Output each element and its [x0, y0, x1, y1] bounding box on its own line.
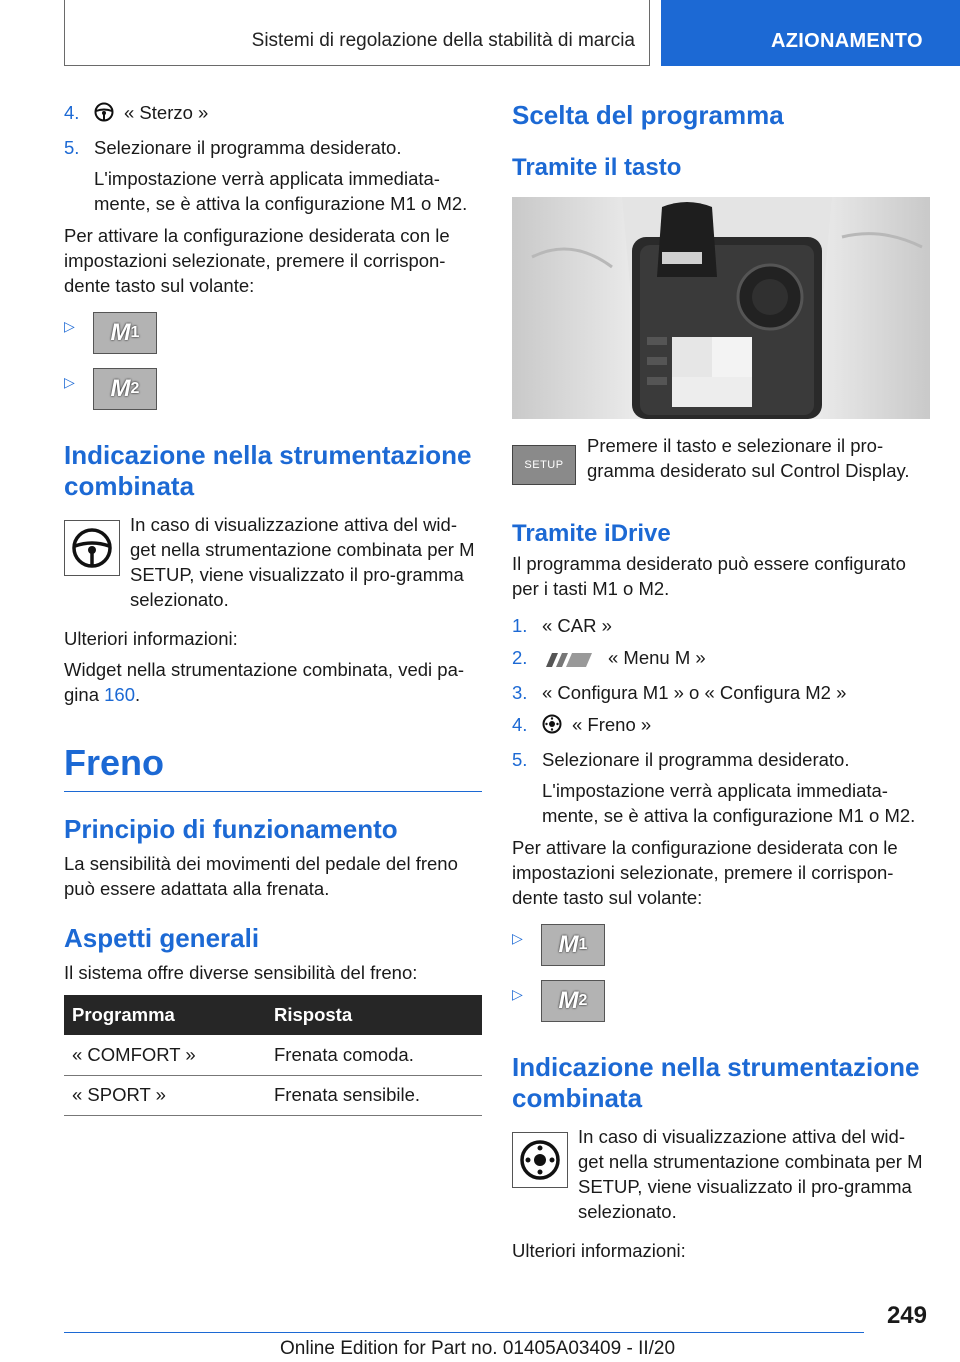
steering-wheel-icon	[94, 102, 114, 128]
list-text: Selezionare il programma desiderato.	[94, 137, 402, 158]
brake-table	[64, 995, 482, 1116]
list-text: « CAR »	[542, 615, 612, 636]
table-header-row	[64, 995, 482, 1035]
list-number: 5.	[512, 749, 528, 770]
indicazione-block	[64, 512, 482, 612]
steering-wheel-icon	[64, 520, 120, 576]
m1-item	[512, 924, 930, 974]
list-item	[64, 100, 482, 128]
m1-button-icon: M 1	[541, 924, 605, 966]
arrow-icon: ▷	[64, 318, 75, 334]
brake-disc-icon	[512, 1132, 568, 1188]
m2-button-icon: M 2	[93, 368, 157, 410]
m1-button-icon: M 1	[93, 312, 157, 354]
m2-button-icon: M 2	[541, 980, 605, 1022]
m2-item	[512, 980, 930, 1030]
widget-text: Widget nella strumentazione combinata, vedi pa-gina 160.	[64, 659, 465, 705]
table-cell: Frenata sensibile.	[266, 1075, 482, 1115]
principio-text: La sensibilità dei movimenti del pedale del freno può essere adattata alla frenata.	[64, 853, 458, 899]
list-text: « Menu M »	[608, 647, 706, 668]
footer-edition: Online Edition for Part no. 01405A03409 - II/20	[280, 1338, 676, 1359]
brake-disc-icon	[542, 714, 562, 740]
header-tab[interactable]	[661, 0, 960, 66]
list-number: 2.	[512, 647, 528, 668]
list-text: « Configura M1 » o « Configura M2 »	[542, 682, 847, 703]
m2-item	[64, 368, 482, 418]
info-label: Ulteriori informazioni:	[64, 628, 238, 649]
heading-idrive: Tramite iDrive	[512, 520, 671, 547]
page-number: 249	[886, 1302, 927, 1329]
table-cell: « COMFORT »	[64, 1035, 266, 1075]
list-item	[512, 645, 930, 673]
list-number: 5.	[64, 137, 80, 158]
heading-freno: Freno	[64, 742, 165, 783]
divider	[64, 791, 482, 792]
list-item	[512, 712, 930, 740]
list-item	[64, 135, 482, 216]
list-subtext: L'impostazione verrà applicata immediata-mente, se è attiva la configurazione M1 o M2.	[94, 168, 468, 214]
heading-indicazione: Indicazione nella strumentazione combinata	[512, 1052, 920, 1113]
list-item	[512, 613, 930, 638]
footer-divider	[64, 1332, 864, 1333]
indicazione-text: In caso di visualizzazione attiva del wid-get nella strumentazione combinata per M SETUP, viene visualizzato il pro-gramma selezionato.	[130, 514, 475, 610]
header-box	[64, 0, 650, 66]
indicazione-text: In caso di visualizzazione attiva del wid-get nella strumentazione combinata per M SETUP, viene visualizzato il pro-gramma selezionato.	[578, 1126, 923, 1222]
aspetti-text: Il sistema offre diverse sensibilità del freno:	[64, 962, 418, 983]
table-cell: Frenata comoda.	[266, 1035, 482, 1075]
list-subtext: L'impostazione verrà applicata immediata-mente, se è attiva la configurazione M1 o M2.	[542, 780, 916, 826]
arrow-icon: ▷	[512, 930, 523, 946]
left-column	[64, 100, 482, 1116]
list-text: Selezionare il programma desiderato.	[542, 749, 850, 770]
list-item	[512, 747, 930, 828]
m1-item	[64, 312, 482, 362]
heading-tasto: Tramite il tasto	[512, 154, 682, 181]
list-item	[512, 680, 930, 705]
header-tab-label: AZIONAMENTO	[771, 30, 923, 52]
list-text: « Sterzo »	[124, 102, 209, 123]
idrive-steps	[512, 613, 930, 828]
setup-button-icon: SETUP	[512, 445, 576, 485]
heading-scelta: Scelta del programma	[512, 100, 784, 130]
list-number: 3.	[512, 682, 528, 703]
table-header: Programma	[64, 995, 266, 1035]
setup-text: Premere il tasto e selezionare il pro-gramma desiderato sul Control Display.	[587, 435, 910, 481]
table-header: Risposta	[266, 995, 482, 1035]
page-link[interactable]: 160	[104, 684, 135, 705]
table-cell: « SPORT »	[64, 1075, 266, 1115]
console-photo	[512, 197, 930, 419]
table-row	[64, 1035, 482, 1075]
info-label: Ulteriori informazioni:	[512, 1240, 686, 1261]
arrow-icon: ▷	[512, 986, 523, 1002]
heading-aspetti: Aspetti generali	[64, 923, 260, 953]
paragraph: Per attivare la configurazione desiderata con le impostazioni selezionate, premere il corrispon-dente tasto sul volante:	[64, 225, 450, 296]
heading-principio: Principio di funzionamento	[64, 814, 398, 844]
right-column	[512, 100, 930, 1263]
list-number: 4.	[512, 714, 528, 735]
list-text: « Freno »	[572, 714, 652, 735]
indicazione-block	[512, 1124, 930, 1224]
table-row	[64, 1075, 482, 1115]
paragraph: Per attivare la configurazione desiderata con le impostazioni selezionate, premere il corrispon-dente tasto sul volante:	[512, 837, 898, 908]
arrow-icon: ▷	[64, 374, 75, 390]
list-number: 4.	[64, 102, 80, 123]
header-title: Sistemi di regolazione della stabilità di marcia	[251, 30, 635, 51]
m-stripes-icon	[542, 648, 598, 673]
heading-indicazione: Indicazione nella strumentazione combinata	[64, 440, 472, 501]
idrive-text: Il programma desiderato può essere configurato per i tasti M1 o M2.	[512, 553, 906, 599]
list-number: 1.	[512, 615, 528, 636]
setup-block	[512, 433, 930, 497]
